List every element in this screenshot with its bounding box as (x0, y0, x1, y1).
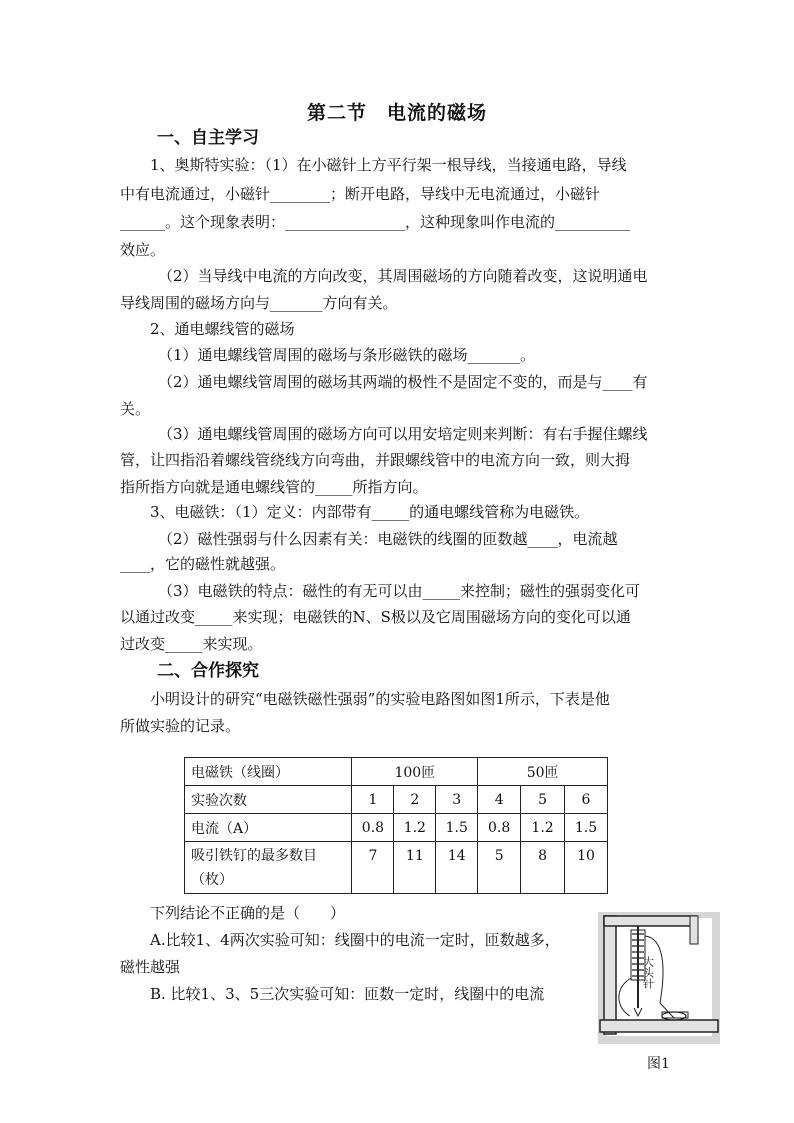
text-line: （2）磁性强弱与什么因素有关：电磁铁的线圈的匝数越____，电流越 (158, 530, 618, 548)
text-line: 指所指方向就是通电螺线管的_____所指方向。 (120, 478, 428, 496)
table-cell: 0.8 (478, 814, 521, 842)
table-cell: 50匝 (478, 758, 608, 786)
text-line: （2）通电螺线管周围的磁场其两端的极性不是固定不变的，而是与____有 (158, 373, 648, 391)
table-cell: 1.2 (521, 814, 565, 842)
figure-label: 大头针 (641, 956, 655, 989)
text-line: 过改变_____来实现。 (120, 635, 263, 653)
section-heading-cooperative: 二、合作探究 (157, 661, 259, 681)
table-cell: 3 (436, 786, 478, 814)
experiment-record-table (184, 757, 608, 894)
table-cell: 1.2 (394, 814, 436, 842)
table-cell: 实验次数 (185, 786, 352, 814)
table-cell: 2 (394, 786, 436, 814)
table-cell: 0.8 (352, 814, 394, 842)
table-cell: 电磁铁（线圈） (185, 758, 352, 786)
table-cell: 10 (565, 842, 608, 894)
text-line: 导线周围的磁场方向与_______方向有关。 (120, 294, 398, 312)
table-cell: 5 (478, 842, 521, 894)
table-row (185, 814, 608, 842)
table-cell: 7 (352, 842, 394, 894)
text-line: ____，它的磁性就越强。 (120, 555, 286, 573)
text-line: （1）通电螺线管周围的磁场与条形磁铁的磁场_______。 (158, 346, 536, 364)
table-cell: 100匝 (352, 758, 478, 786)
option-text: 磁性越强 (120, 958, 181, 976)
page-title: 第二节 电流的磁场 (306, 102, 487, 124)
text-line: 中有电流通过，小磁针________；断开电路，导线中无电流通过，小磁针 (120, 185, 601, 203)
text-line: 3、电磁铁：（1）定义：内部带有_____的通电螺线管称为电磁铁。 (150, 503, 590, 521)
table-cell: 11 (394, 842, 436, 894)
figure-caption: 图1 (647, 1056, 670, 1072)
table-cell: 1.5 (436, 814, 478, 842)
table-cell: 吸引铁钉的最多数目（枚） (185, 842, 352, 894)
text-line: ______。这个现象表明：________________，这种现象叫作电流的__________ (120, 213, 631, 231)
table-cell: 6 (565, 786, 608, 814)
text-line: 1、奥斯特实验：（1）在小磁针上方平行架一根导线，当接通电路，导线 (150, 156, 627, 174)
question-text: 下列结论不正确的是（ ） (150, 904, 346, 922)
text-line: 关。 (120, 400, 151, 418)
text-line: （3）电磁铁的特点：磁性的有无可以由_____来控制；磁性的强弱变化可 (158, 582, 641, 600)
table-row (185, 786, 608, 814)
text-line: 管，让四指沿着螺线管绕线方向弯曲，并跟螺线管中的电流方向一致，则大拇 (120, 451, 631, 469)
table-row (185, 842, 608, 894)
section-heading-self-study: 一、自主学习 (157, 128, 259, 148)
table-cell: 4 (478, 786, 521, 814)
text-line: 所做实验的记录。 (120, 717, 241, 735)
option-text: B. 比较1、3、5三次实验可知：匝数一定时，线圈中的电流 (150, 985, 545, 1003)
table-cell: 1 (352, 786, 394, 814)
table-cell: 14 (436, 842, 478, 894)
electromagnet-apparatus-figure (594, 908, 724, 1048)
table-cell: 电流（A） (185, 814, 352, 842)
text-line: （2）当导线中电流的方向改变，其周围磁场的方向随着改变，这说明通电 (158, 267, 648, 285)
option-text: A.比较1、4两次实验可知：线圈中的电流一定时，匝数越多， (150, 931, 560, 949)
table-row (185, 758, 608, 786)
table-cell: 8 (521, 842, 565, 894)
text-line: 2、通电螺线管的磁场 (150, 320, 295, 338)
table-cell: 5 (521, 786, 565, 814)
text-line: （3）通电螺线管周围的磁场方向可以用安培定则来判断：有右手握住螺线 (158, 425, 648, 443)
text-line: 以通过改变_____来实现；电磁铁的N、S极以及它周围磁场方向的变化可以通 (120, 608, 631, 626)
text-line: 效应。 (120, 241, 166, 259)
text-line: 小明设计的研究“电磁铁磁性强弱”的实验电路图如图1所示，下表是他 (150, 690, 610, 708)
table-cell: 1.5 (565, 814, 608, 842)
